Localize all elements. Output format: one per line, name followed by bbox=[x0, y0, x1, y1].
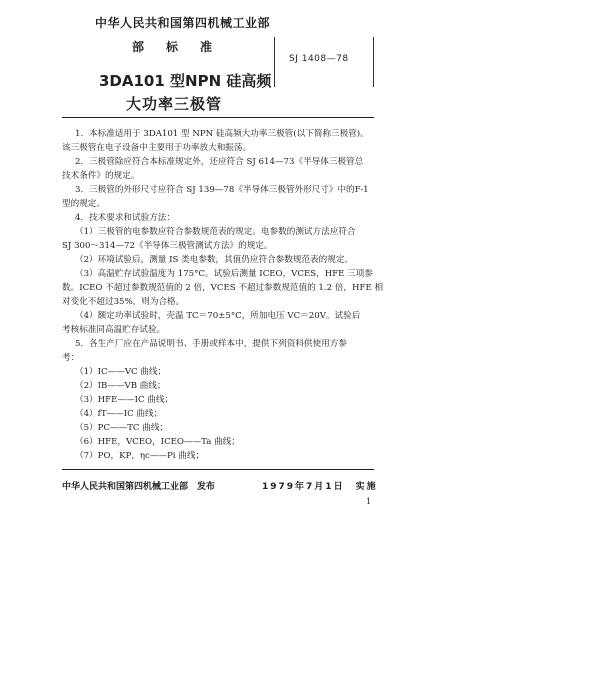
body-line: 该三极管在电子设备中主要用于功率放大和振荡。 bbox=[62, 143, 252, 153]
standard-code: SJ 1408—78 bbox=[289, 54, 349, 64]
body-line: 1．本标准适用于 3DA101 型 NPN 硅高频大功率三极管(以下简称三极管)。 bbox=[75, 129, 369, 139]
body-line: （3）HFE——IC 曲线； bbox=[75, 395, 174, 405]
body-line: 型的规定。 bbox=[62, 199, 105, 209]
standard-type-label: 部标准 bbox=[132, 40, 235, 54]
body-line: （3）高温贮存试验温度为 175°C。试验后测量 ICEO，VCES，HFE 三项参 bbox=[75, 269, 373, 279]
body-line: 考核标准同高温贮存试验。 bbox=[62, 325, 166, 335]
bottom-divider bbox=[62, 469, 374, 470]
body-line: （4）额定功率试验时，壳温 TC＝70±5°C，所加电压 VC＝20V。试验后 bbox=[75, 311, 361, 321]
body-line: （2）IB——VB 曲线； bbox=[75, 381, 166, 391]
body-line: 4．技术要求和试验方法： bbox=[75, 213, 175, 223]
body-line: 技术条件》的规定。 bbox=[62, 171, 140, 181]
body-line: 考： bbox=[62, 353, 80, 363]
footer-issuer: 中华人民共和国第四机械工业部 发布 bbox=[62, 482, 216, 492]
body-line: 5．各生产厂应在产品说明书、手册或样本中，提供下列资料供使用方参 bbox=[75, 339, 347, 349]
body-line: 数。ICEO 不超过参数规范值的 2 倍，VCES 不超过参数规范值的 1.2 倍，HFE 相 bbox=[62, 283, 384, 293]
body-line: （4）fT——IC 曲线； bbox=[75, 409, 163, 419]
body-line: 对变化不超过35%，则为合格。 bbox=[62, 297, 185, 307]
body-line: （2）环境试验后，测量 IS 类电参数，其值仍应符合参数规范表的规定。 bbox=[75, 255, 354, 265]
body-line: （1）三极管的电参数应符合参数规范表的规定。电参数的测试方法应符合 bbox=[75, 227, 356, 237]
page-number: 1 bbox=[366, 497, 372, 506]
body-line: （6）HFE，VCEO，ICEO——Ta 曲线； bbox=[75, 437, 240, 447]
body-line: SJ 300～314—72《半导体三极管测试方法》的规定。 bbox=[62, 241, 273, 251]
standard-code-box bbox=[274, 37, 374, 87]
body-line: （1）IC——VC 曲线； bbox=[75, 367, 167, 377]
body-line: 3．三极管的外形尺寸应符合 SJ 139—78《半导体三极管外形尺寸》中的F-1 bbox=[75, 185, 369, 195]
top-divider bbox=[62, 117, 374, 118]
issuing-ministry-header: 中华人民共和国第四机械工业部 bbox=[95, 16, 271, 30]
body-line: （5）PC——TC 曲线； bbox=[75, 423, 169, 433]
document-title-line2: 大功率三极管 bbox=[126, 95, 223, 113]
footer-effective-date: 1979年7月1日 实施 bbox=[262, 482, 378, 492]
body-line: （7）PO，KP，ηc——Pi 曲线； bbox=[75, 451, 205, 461]
document-title-line1: 3DA101 型NPN 硅高频 bbox=[99, 72, 272, 90]
body-line: 2．三极管除应符合本标准规定外，还应符合 SJ 614—73《半导体三极管总 bbox=[75, 157, 364, 167]
